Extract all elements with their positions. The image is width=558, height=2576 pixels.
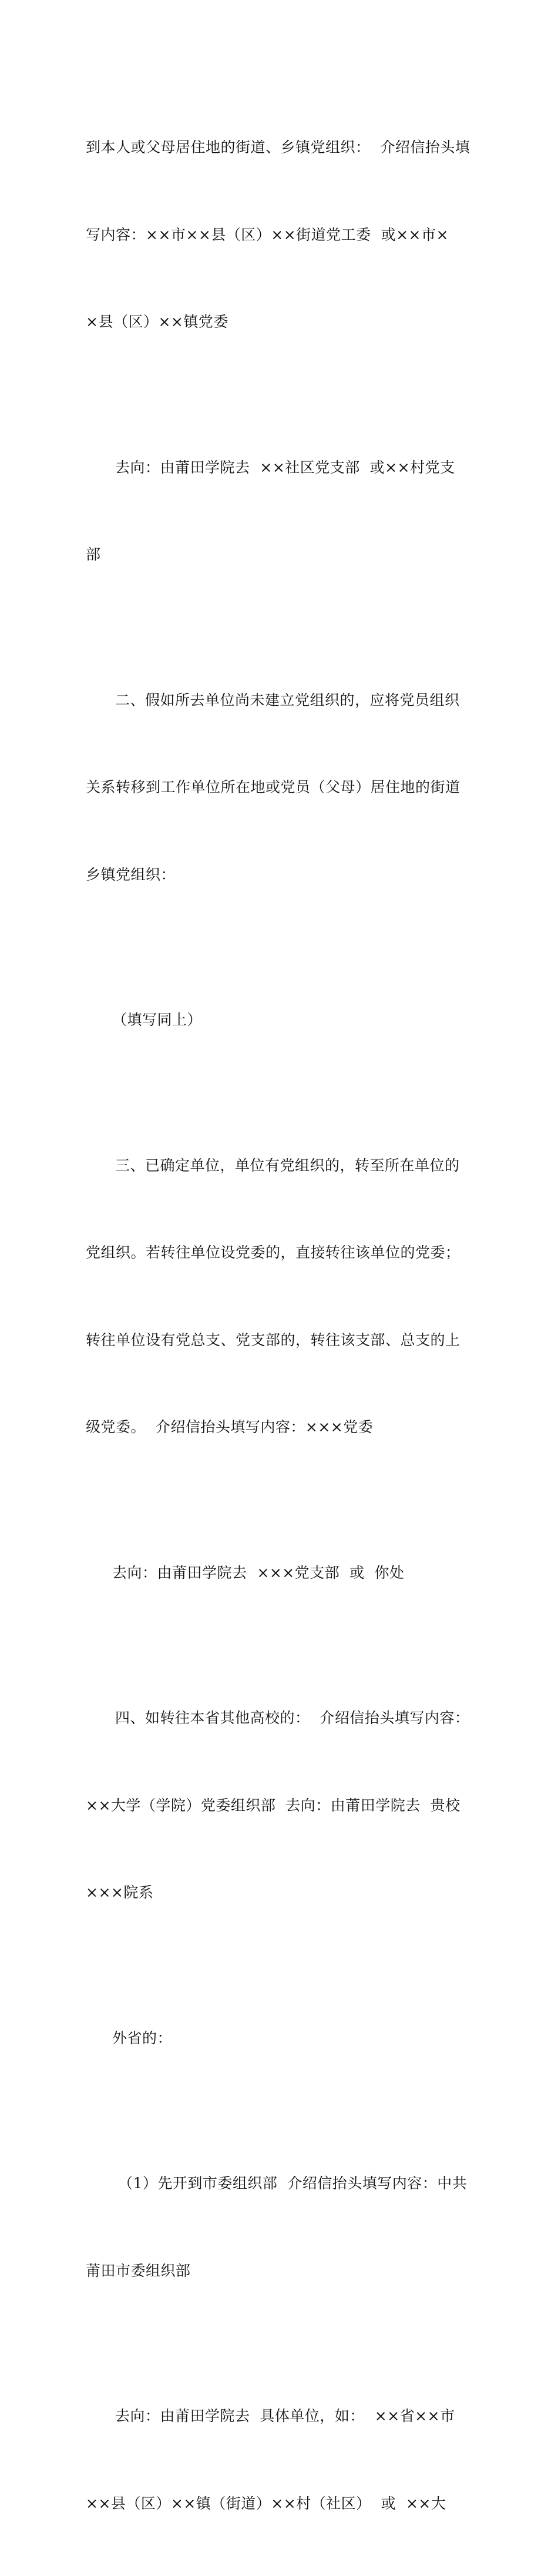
paragraph-other-province bbox=[86, 1965, 473, 2111]
text-line: 三、已确定单位，单位有党组织的，转至所在单位的 bbox=[115, 1156, 460, 1174]
text-line: 去向：由莆田学院去 ×××党支部 或 你处 bbox=[112, 1564, 405, 1581]
paragraph-fill-same bbox=[86, 947, 473, 1093]
text-line: （填写同上） bbox=[112, 1011, 203, 1028]
text-line: 乡镇党组织： bbox=[86, 866, 176, 883]
text-line: ××县（区）××镇（街道）××村（社区） 或 ××大 bbox=[86, 2494, 446, 2512]
text-line: 级党委。 介绍信抬头填写内容：×××党委 bbox=[86, 1418, 374, 1435]
text-line: 四、如转往本省其他高校的： 介绍信抬头填写内容： bbox=[115, 1709, 470, 1726]
text-line: 转往单位设有党总支、党支部的，转往该支部、总支的上 bbox=[86, 1331, 460, 1349]
paragraph-street-party-org bbox=[86, 75, 473, 395]
text-line: 去向：由莆田学院去 ××社区党支部 或××村党支 bbox=[115, 458, 455, 476]
text-line: 二、假如所去单位尚未建立党组织的，应将党员组织 bbox=[115, 691, 460, 709]
paragraph-item-one bbox=[86, 2111, 473, 2343]
document-body bbox=[86, 75, 473, 2576]
paragraph-destination-branch bbox=[86, 1500, 473, 1646]
text-line: 写内容：××市××县（区）××街道党工委 或××市× bbox=[86, 226, 449, 243]
text-line: 党组织。若转往单位设党委的，直接转往该单位的党委； bbox=[86, 1244, 460, 1261]
text-line: 外省的： bbox=[112, 2029, 173, 2047]
paragraph-section-two bbox=[86, 628, 473, 948]
text-line: 去向：由莆田学院去 具体单位，如： ××省××市 bbox=[115, 2407, 455, 2424]
text-line: 部 bbox=[86, 546, 101, 563]
text-line: 关系转移到工作单位所在地或党员（父母）居住地的街道 bbox=[86, 779, 460, 796]
text-line: 莆田市委组织部 bbox=[86, 2262, 191, 2279]
text-line: （1）先开到市委组织部 介绍信抬头填写内容：中共 bbox=[118, 2175, 468, 2192]
text-line: 到本人或父母居住地的街道、乡镇党组织： 介绍信抬头填 bbox=[86, 139, 470, 156]
paragraph-destination-community bbox=[86, 395, 473, 628]
text-line: ××大学（学院）党委组织部 去向：由莆田学院去 贵校 bbox=[86, 1796, 460, 1814]
paragraph-destination-specific bbox=[86, 2343, 473, 2576]
text-line: ×县（区）××镇党委 bbox=[86, 313, 228, 330]
paragraph-section-three bbox=[86, 1093, 473, 1500]
paragraph-section-four bbox=[86, 1645, 473, 1965]
text-line: ×××院系 bbox=[86, 1884, 154, 1901]
